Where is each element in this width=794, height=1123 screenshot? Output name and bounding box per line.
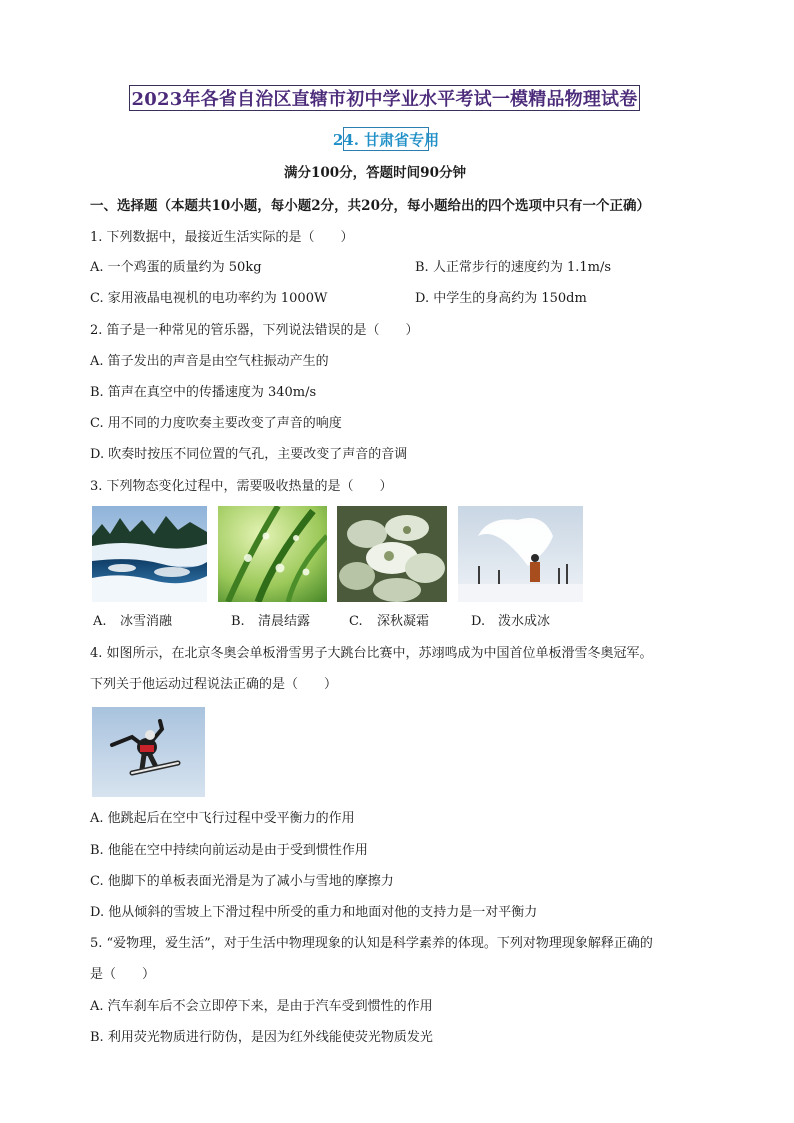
question-1-option-a: A. 一个鸡蛋的质量约为 50kg [90, 260, 262, 275]
question-4-option-a: A. 他跳起后在空中飞行过程中受平衡力的作用 [90, 811, 355, 826]
question-5-option-b: B. 利用荧光物质进行防伪，是因为红外线能使荧光物质发光 [90, 1030, 433, 1045]
image-ice-snow-melting [92, 506, 207, 602]
question-5-stem-line1: 5. “爱物理，爱生活”，对于生活中物理现象的认知是科学素养的体现。下列对物理现象解释正确的 [90, 936, 653, 951]
exam-title: 2023年各省自治区直辖市初中学业水平考试一模精品物理试卷 [129, 85, 640, 111]
question-4-option-c: C. 他脚下的单板表面光滑是为了减小与雪地的摩擦力 [90, 874, 394, 889]
exam-subtitle: 24. 甘肃省专用 [343, 127, 429, 151]
image-autumn-frost [337, 506, 447, 602]
score-time-info: 满分100分，答题时间90分钟 [284, 165, 466, 181]
question-3-option-b-label: 清晨结露 [258, 614, 311, 629]
question-3-option-a-letter: A. [93, 614, 107, 629]
question-5-option-a: A. 汽车刹车后不会立即停下来，是由于汽车受到惯性的作用 [90, 999, 433, 1014]
question-5-stem-line2: 是（ ） [90, 967, 156, 982]
section-heading: 一、选择题（本题共10小题，每小题2分，共20分，每小题给出的四个选项中只有一个正确） [90, 198, 650, 214]
question-4-stem-line2: 下列关于他运动过程说法正确的是（ ） [90, 677, 338, 692]
question-4-option-b: B. 他能在空中持续向前运动是由于受到惯性作用 [90, 843, 368, 858]
question-3-option-a-label: 冰雪消融 [120, 614, 173, 629]
question-2-option-b: B. 笛声在真空中的传播速度为 340m/s [90, 385, 317, 400]
question-1-option-d: D. 中学生的身高约为 150dm [415, 291, 587, 306]
image-morning-dew [218, 506, 327, 602]
question-3-option-d-letter: D. [471, 614, 486, 629]
question-2-option-d: D. 吹奏时按压不同位置的气孔，主要改变了声音的音调 [90, 447, 408, 462]
question-3-option-d-label: 泼水成冰 [498, 614, 551, 629]
question-3-option-c-label: 深秋凝霜 [377, 614, 430, 629]
question-2-stem: 2. 笛子是一种常见的管乐器，下列说法错误的是（ ） [90, 323, 419, 338]
question-4-stem-line1: 4. 如图所示，在北京冬奥会单板滑雪男子大跳台比赛中，苏翊鸣成为中国首位单板滑雪冬奥冠军。 [90, 646, 653, 661]
question-1-option-b: B. 人正常步行的速度约为 1.1m/s [415, 260, 612, 275]
question-2-option-c: C. 用不同的力度吹奏主要改变了声音的响度 [90, 416, 342, 431]
question-1-stem: 1. 下列数据中，最接近生活实际的是（ ） [90, 230, 354, 245]
image-snowboarder [92, 707, 205, 797]
image-water-to-ice [458, 506, 583, 602]
question-1-option-c: C. 家用液晶电视机的电功率约为 1000W [90, 291, 328, 306]
question-2-option-a: A. 笛子发出的声音是由空气柱振动产生的 [90, 354, 329, 369]
question-4-option-d: D. 他从倾斜的雪坡上下滑过程中所受的重力和地面对他的支持力是一对平衡力 [90, 905, 538, 920]
question-3-option-c-letter: C. [349, 614, 363, 629]
question-3-option-b-letter: B. [231, 614, 245, 629]
question-3-stem: 3. 下列物态变化过程中，需要吸收热量的是（ ） [90, 479, 393, 494]
